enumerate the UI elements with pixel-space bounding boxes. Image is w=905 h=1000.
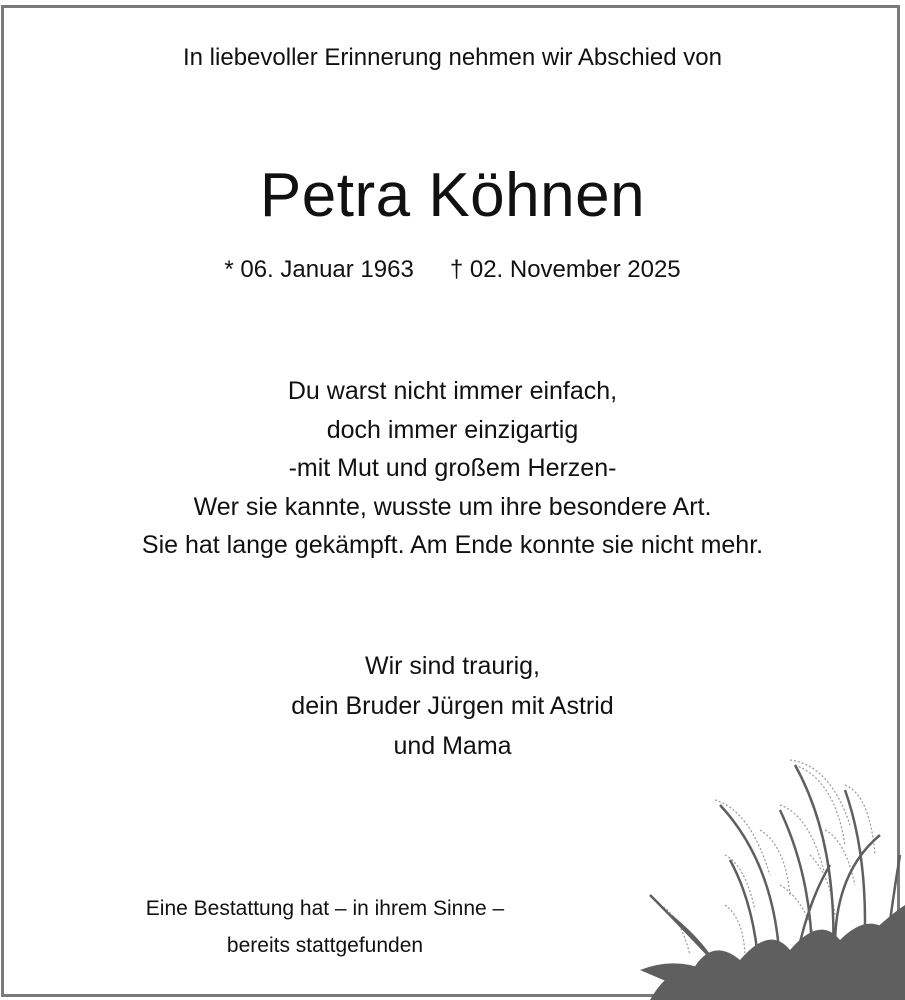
poem-line: doch immer einzigartig [326,415,579,444]
poem-line: Sie hat lange gekämpft. Am Ende konnte sie nicht mehr. [141,531,764,559]
birth-date: * 06. Januar 1963 [224,256,414,283]
death-date: † 02. November 2025 [449,256,681,283]
note-line: bereits stattgefunden [226,934,424,957]
note-line: Eine Bestattung hat – in ihrem Sinne – [145,897,505,920]
grass-illustration [630,735,905,1000]
intro-text: In liebevoller Erinnerung nehmen wir Abschied von [183,44,722,71]
burial-note [60,890,590,964]
life-dates [0,256,905,284]
poem-line: -mit Mut und großem Herzen- [288,454,617,482]
mourners-line: und Mama [393,732,512,760]
mourners-line: dein Bruder Jürgen mit Astrid [291,692,614,720]
poem-line: Du warst nicht immer einfach, [287,377,618,405]
poem-line: Wer sie kannte, wusste um ihre besondere Art. [193,492,712,521]
poem [0,372,905,565]
mourners-line: Wir sind traurig, [364,652,541,680]
deceased-name: Petra Köhnen [259,161,646,230]
